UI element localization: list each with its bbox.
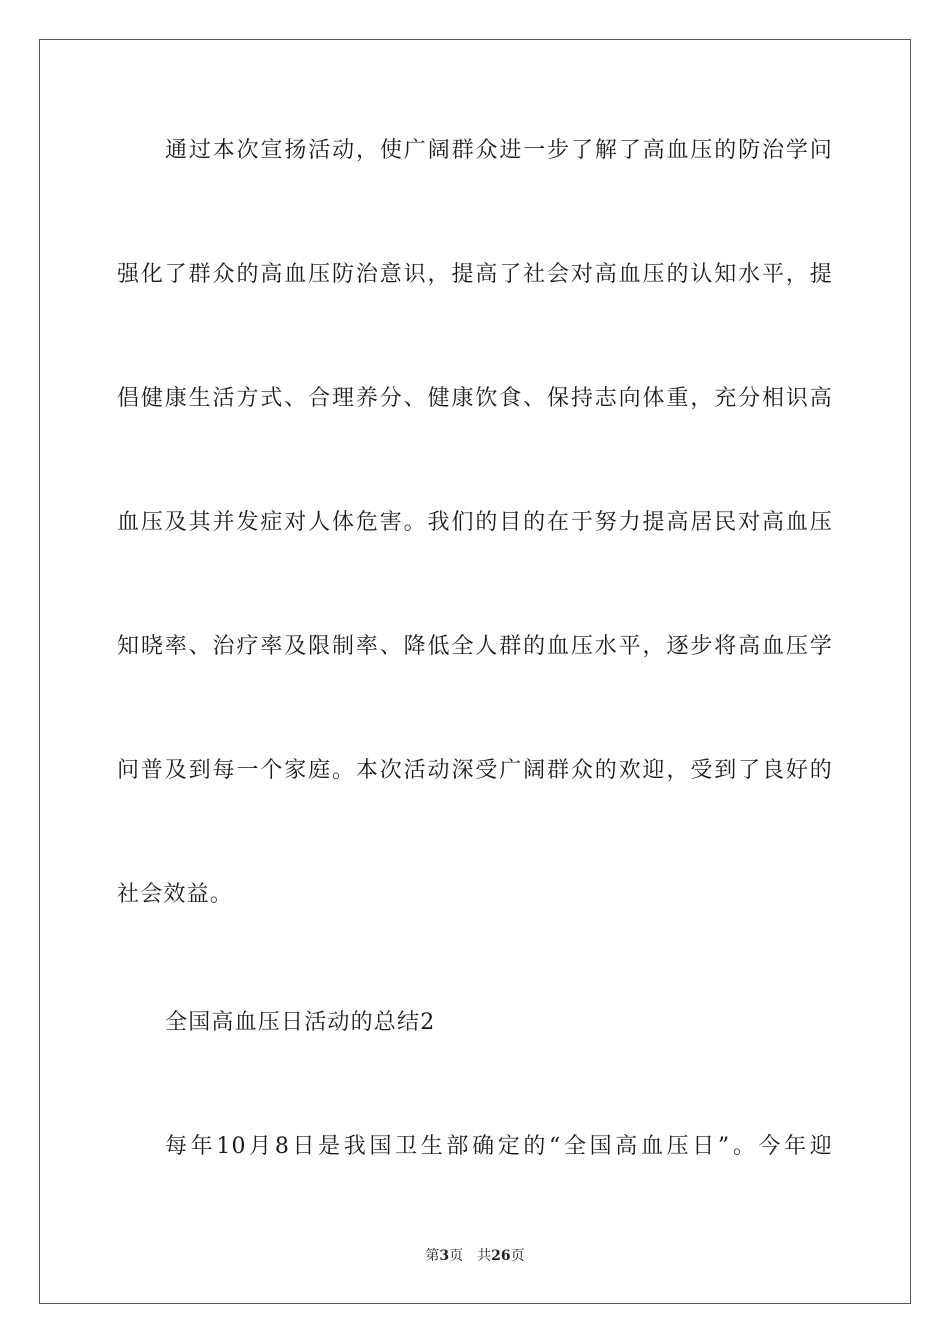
page-footer <box>0 1246 950 1266</box>
paragraph-line-2: 强化了群众的高血压防治意识，提高了社会对高血压的认知水平，提 <box>117 262 833 287</box>
paragraph-line-8: 每年10月8日是我国卫生部确定的“全国高血压日”。今年迎 <box>165 1134 833 1159</box>
total-pages: 26 <box>491 1248 511 1264</box>
paragraph-line-1: 通过本次宣扬活动，使广阔群众进一步了解了高血压的防治学问 <box>165 138 833 163</box>
total-suffix: 页 <box>510 1248 525 1264</box>
paragraph-line-6: 问普及到每一个家庭。本次活动深受广阔群众的欢迎，受到了良好的 <box>117 758 833 783</box>
paragraph-line-3: 倡健康生活方式、合理养分、健康饮食、保持志向体重，充分相识高 <box>117 386 833 411</box>
page-number: 3 <box>439 1248 450 1264</box>
total-prefix: 共 <box>477 1248 492 1264</box>
page-prefix: 第 <box>425 1248 440 1264</box>
paragraph-line-7: 社会效益。 <box>117 882 234 907</box>
page-suffix: 页 <box>449 1248 464 1264</box>
page-frame <box>39 39 911 1304</box>
paragraph-line-5: 知晓率、治疗率及限制率、降低全人群的血压水平，逐步将高血压学 <box>117 634 833 659</box>
section-heading: 全国高血压日活动的总结2 <box>165 1010 436 1035</box>
paragraph-line-4: 血压及其并发症对人体危害。我们的目的在于努力提高居民对高血压 <box>117 510 833 535</box>
